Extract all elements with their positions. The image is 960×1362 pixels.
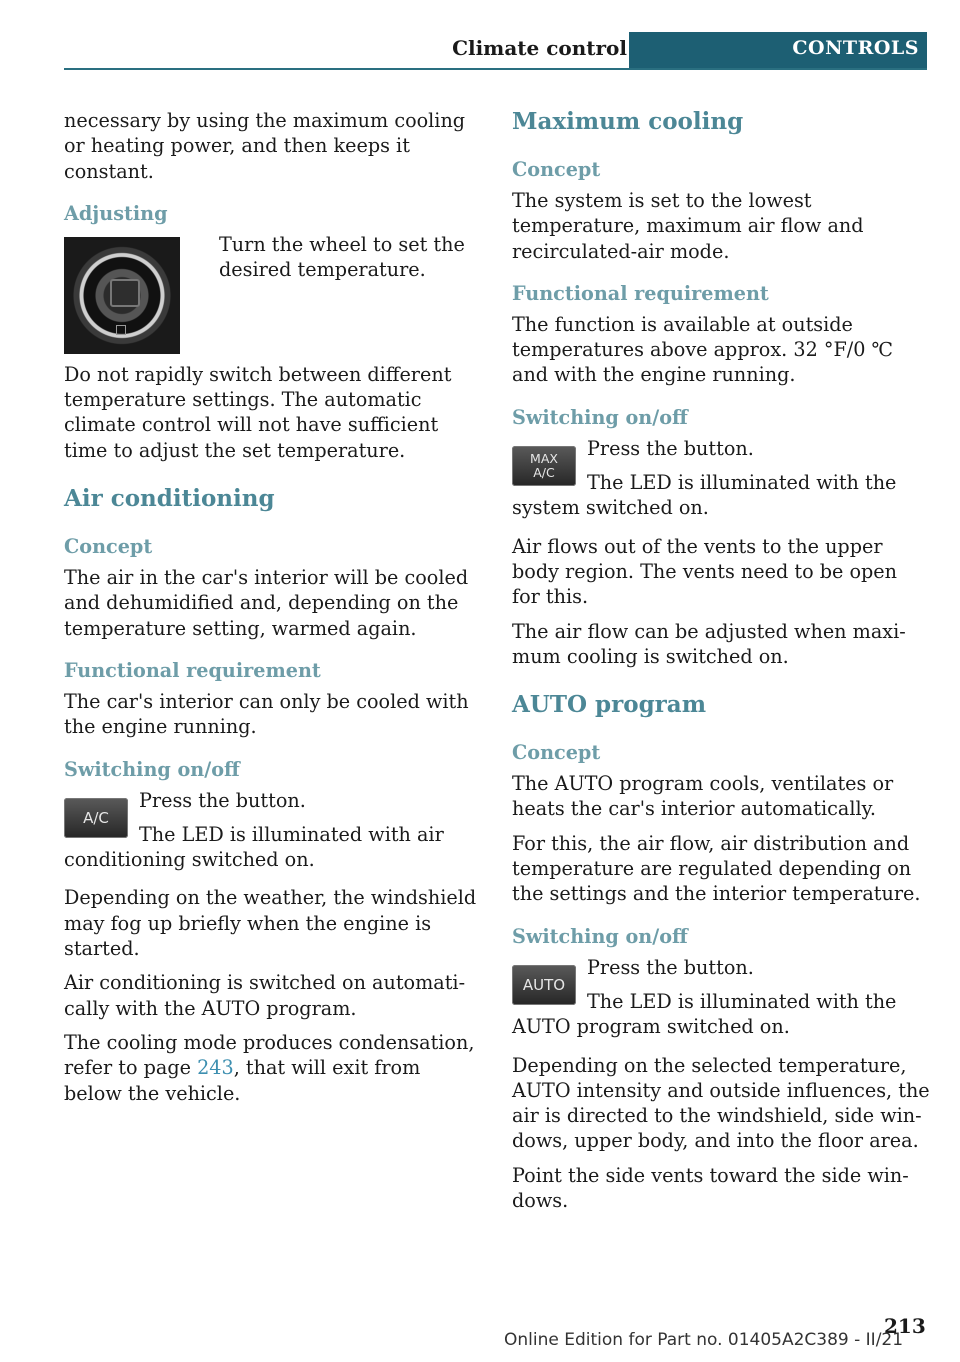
auto-button-icon: AUTO — [512, 965, 576, 1005]
ac-requirement-text: The car's interior can only be cooled with the engine running. — [64, 689, 469, 739]
max-flow-text: Air flows out of the vents to the upper body region. The vents need to be open for this. — [512, 534, 898, 609]
ac-auto-text: Air conditioning is switched on automatically with the AUTO program. — [64, 971, 466, 1020]
ac-condensation-text — [64, 1030, 482, 1106]
auto-concept-text: The AUTO program cools, ventilates or heats the car's interior automatically. — [512, 772, 894, 821]
adjusting-text: Turn the wheel to set the desired temperature. — [219, 232, 465, 282]
auto-press-text: Press the button. — [587, 955, 754, 979]
temperature-wheel-figure — [64, 232, 482, 349]
auto-regulated-text: For this, the air flow, air distribution and temperature are regulated depending on the settings and the interior temperature. — [512, 831, 921, 906]
warning-paragraph: Do not rapidly switch between different temperature settings. The automatic climate control will not have sufficient time to adjust the set temperature. — [64, 362, 452, 462]
max-cooling-heading: Maximum cooling — [512, 108, 744, 135]
max-adjust-text: The air flow can be adjusted when maximum cooling is switched on. — [512, 619, 906, 668]
section-title: Climate control — [452, 36, 627, 60]
auto-button-block — [512, 955, 930, 1040]
auto-depending-text: Depending on the selected temperature, AUTO intensity and outside influences, the air is directed to the windshield, side windows, upper body, and into the floor area. — [512, 1053, 930, 1153]
max-concept-text: The system is set to the lowest temperature, maximum air flow and recirculated-air mode. — [512, 189, 864, 263]
ac-requirement-heading: Functional requirement — [64, 658, 321, 682]
ac-heading: Air conditioning — [64, 485, 275, 513]
auto-heading: AUTO program — [512, 691, 707, 719]
ac-weather-text: Depending on the weather, the windshield may fog up briefly when the engine is started. — [64, 886, 477, 961]
max-led-span: The LED is illuminated with the system switched on. — [512, 471, 897, 520]
max-button-block — [512, 436, 930, 521]
left-column — [64, 108, 482, 1115]
right-column — [512, 108, 930, 1222]
wheel-button-icon — [110, 279, 140, 307]
auto-concept-heading: Concept — [512, 741, 601, 765]
ac-switch-heading: Switching on/off — [64, 757, 240, 781]
max-requirement-text: The function is available at outside temperatures above approx. 32 °F/0 ℃ and with the engine running. — [512, 312, 894, 387]
ac-button-icon: A/C — [64, 798, 128, 838]
auto-switch-heading: Switching on/off — [512, 924, 688, 948]
ac-concept-heading: Concept — [64, 535, 153, 559]
ac-concept-text: The air in the car's interior will be cooled and dehumidified and, depending on the temperature setting, warmed again. — [64, 566, 469, 640]
ac-button-block — [64, 788, 482, 873]
page-header — [64, 32, 927, 70]
chapter-tab: CONTROLS — [629, 32, 927, 70]
auto-point-text: Point the side vents toward the side windows. — [512, 1163, 909, 1213]
max-button-line1: MAX — [530, 450, 558, 466]
max-button-line2: A/C — [533, 464, 555, 480]
edition-footer: Online Edition for Part no. 01405A2C389 - II/21 — [504, 1330, 904, 1350]
auto-led-span: The LED is illuminated with the AUTO program switched on. — [512, 989, 897, 1039]
condensation-text-end: , that will exit from below the vehicle. — [64, 1056, 421, 1105]
max-switch-heading: Switching on/off — [512, 405, 688, 429]
page-link[interactable]: 243 — [197, 1056, 234, 1080]
max-requirement-heading: Functional requirement — [512, 281, 769, 305]
header-rule — [64, 68, 927, 70]
max-ac-button-icon — [512, 446, 576, 486]
adjusting-heading: Adjusting — [64, 201, 168, 225]
ac-led-span: The LED is illuminated with air conditioning switched on. — [64, 822, 444, 872]
ac-press-text: Press the button. — [139, 788, 306, 812]
wheel-symbol-icon — [116, 325, 126, 335]
intro-paragraph: necessary by using the maximum cooling or heating power, and then keeps it constant. — [64, 109, 466, 183]
page-number: 213 — [884, 1314, 926, 1338]
max-press-text: Press the button. — [587, 436, 754, 460]
max-concept-heading: Concept — [512, 158, 601, 181]
temperature-wheel-image — [64, 237, 180, 354]
condensation-text-start: The cooling mode produces condensation, refer to page — [64, 1030, 475, 1080]
